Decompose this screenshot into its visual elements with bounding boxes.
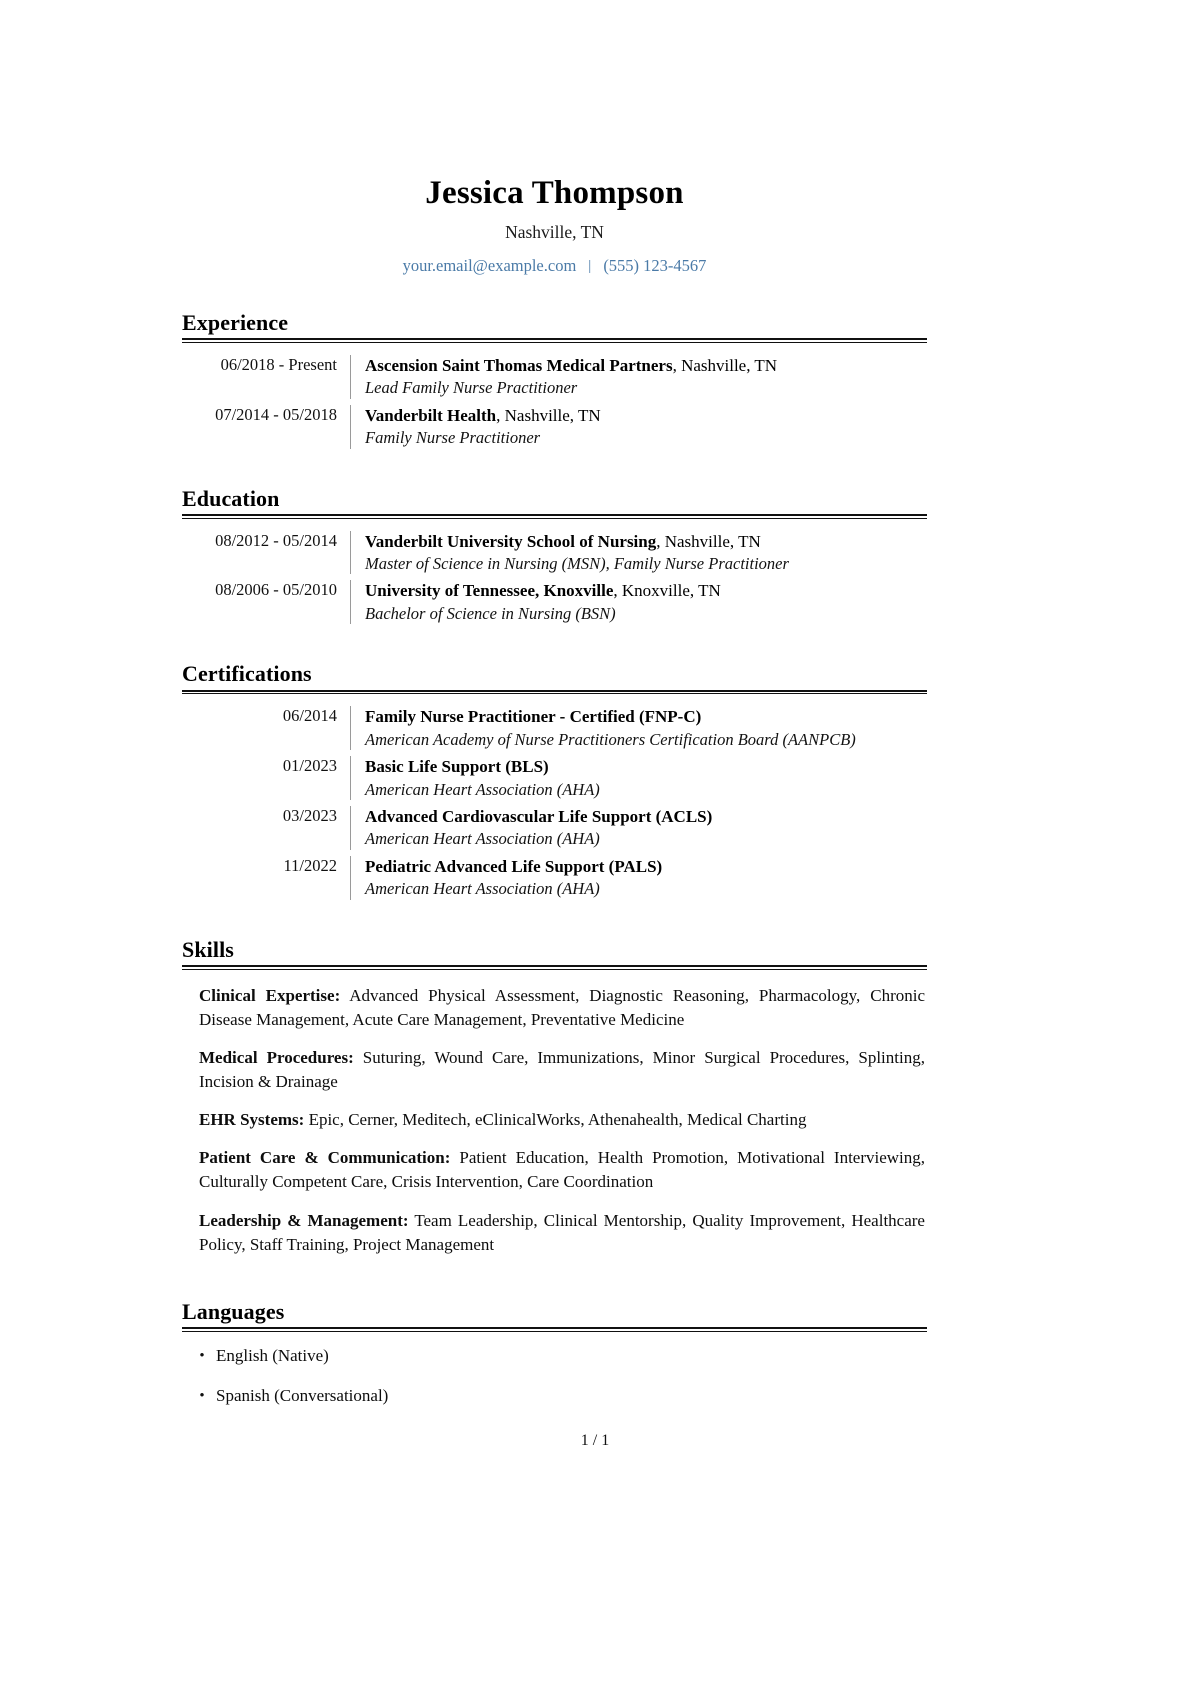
entry-credential: Family Nurse Practitioner - Certified (FNP-C) xyxy=(365,707,702,727)
language-name: English (Native) xyxy=(216,1345,329,1365)
section-education xyxy=(182,486,927,628)
entry-location: , Nashville, TN xyxy=(496,405,601,425)
section-certifications xyxy=(182,661,927,902)
entry-heading xyxy=(365,530,927,553)
skill-category-label: Patient Care & Communication: xyxy=(199,1148,451,1168)
skill-group xyxy=(182,1146,927,1194)
section-experience xyxy=(182,310,927,452)
contact-separator: | xyxy=(588,257,592,274)
entry-row xyxy=(182,803,927,853)
entry-body xyxy=(351,703,927,753)
skill-items: Epic, Cerner, Meditech, eClinicalWorks, Athenahealth, Medical Charting xyxy=(308,1110,807,1130)
language-name: Spanish (Conversational) xyxy=(216,1385,389,1405)
entry-organization: Vanderbilt University School of Nursing xyxy=(365,531,657,551)
skill-category-label: Medical Procedures: xyxy=(199,1047,354,1067)
page-footer xyxy=(0,1432,1190,1450)
entry-date: 01/2023 xyxy=(282,756,337,776)
entry-heading xyxy=(365,705,927,728)
section-divider xyxy=(182,690,927,695)
section-divider xyxy=(182,514,927,519)
bullet-icon: • xyxy=(199,1387,205,1404)
entry-organization: Ascension Saint Thomas Medical Partners xyxy=(365,355,673,375)
entry-issuer: American Heart Association (AHA) xyxy=(365,829,600,849)
entry-role: Master of Science in Nursing (MSN), Family Nurse Practitioner xyxy=(365,553,789,573)
entry-body xyxy=(351,528,927,578)
page-number: 1 / 1 xyxy=(580,1432,610,1449)
skill-group xyxy=(182,1209,927,1257)
experience-entry-list xyxy=(182,352,927,452)
entry-heading xyxy=(365,755,927,778)
skill-category-label: Leadership & Management: xyxy=(199,1210,409,1230)
skill-group xyxy=(182,1108,927,1132)
entry-body xyxy=(351,803,927,853)
entry-row xyxy=(182,352,927,402)
list-item xyxy=(188,1344,927,1368)
skill-items: Patient Education, Health Promotion, Motivational Interviewing, Culturally Competent Care, Crisis Intervention, Care Coordination xyxy=(199,1148,926,1192)
section-title-experience: Experience xyxy=(182,309,289,335)
entry-role: Family Nurse Practitioner xyxy=(365,428,541,448)
languages-list xyxy=(182,1344,927,1408)
entry-date: 07/2014 - 05/2018 xyxy=(215,404,337,424)
entry-body xyxy=(351,853,927,903)
section-divider xyxy=(182,1327,927,1332)
skill-category-label: Clinical Expertise: xyxy=(199,985,341,1005)
entry-date: 06/2018 - Present xyxy=(220,354,337,374)
entry-issuer: American Heart Association (AHA) xyxy=(365,779,600,799)
entry-location: , Nashville, TN xyxy=(656,531,761,551)
entry-row xyxy=(182,577,927,627)
entry-date: 06/2014 xyxy=(282,706,337,726)
entry-issuer: American Academy of Nurse Practitioners Certification Board (AANPCB) xyxy=(365,729,856,749)
entry-location: , Nashville, TN xyxy=(672,355,778,375)
entry-row xyxy=(182,853,927,903)
skills-list xyxy=(182,984,927,1257)
entry-location: , Knoxville, TN xyxy=(613,581,721,601)
entry-credential: Advanced Cardiovascular Life Support (ACLS) xyxy=(365,806,713,826)
entry-date: 11/2022 xyxy=(283,855,337,875)
entry-organization: Vanderbilt Health xyxy=(365,405,497,425)
resume-content xyxy=(182,0,927,1424)
section-title-certifications: Certifications xyxy=(182,661,312,687)
skill-items: Team Leadership, Clinical Mentorship, Quality Improvement, Healthcare Policy, Staff Training, Project Management xyxy=(199,1210,925,1254)
section-languages xyxy=(182,1299,927,1408)
skill-group xyxy=(182,1046,927,1094)
section-divider xyxy=(182,965,927,970)
certifications-entry-list xyxy=(182,703,927,903)
education-entry-list xyxy=(182,528,927,628)
entry-issuer: American Heart Association (AHA) xyxy=(365,879,600,899)
entry-heading xyxy=(365,579,927,602)
skill-items: Advanced Physical Assessment, Diagnostic Reasoning, Pharmacology, Chronic Disease Management, Acute Care Management, Preventative Medicine xyxy=(199,985,925,1029)
entry-role: Bachelor of Science in Nursing (BSN) xyxy=(365,603,616,623)
entry-heading xyxy=(365,805,927,828)
entry-row xyxy=(182,753,927,803)
page-title: Jessica Thompson xyxy=(425,175,684,211)
header-location: Nashville, TN xyxy=(505,221,604,242)
entry-heading xyxy=(365,404,927,427)
section-title-languages: Languages xyxy=(182,1298,285,1324)
entry-date: 08/2012 - 05/2014 xyxy=(215,530,337,550)
entry-body xyxy=(351,753,927,803)
entry-organization: University of Tennessee, Knoxville xyxy=(365,581,614,601)
section-skills xyxy=(182,937,927,1257)
skill-category-label: EHR Systems: xyxy=(199,1110,305,1130)
entry-row xyxy=(182,402,927,452)
entry-heading xyxy=(365,354,927,377)
section-divider xyxy=(182,338,927,343)
entry-date: 08/2006 - 05/2010 xyxy=(215,580,337,600)
entry-date: 03/2023 xyxy=(282,805,337,825)
section-title-skills: Skills xyxy=(182,936,234,962)
skill-items: Suturing, Wound Care, Immunizations, Minor Surgical Procedures, Splinting, Incision & Drainage xyxy=(199,1047,925,1092)
entry-row xyxy=(182,703,927,753)
entry-row xyxy=(182,528,927,578)
section-title-education: Education xyxy=(182,485,280,511)
bullet-icon: • xyxy=(199,1347,205,1364)
entry-body xyxy=(351,577,927,627)
entry-heading xyxy=(365,855,927,878)
entry-body xyxy=(351,352,927,402)
resume-header xyxy=(182,175,927,276)
email-link[interactable]: your.email@example.com xyxy=(402,255,577,275)
header-contact-line xyxy=(182,256,927,276)
entry-body xyxy=(351,402,927,452)
entry-role: Lead Family Nurse Practitioner xyxy=(365,378,578,398)
skill-group xyxy=(182,984,927,1032)
list-item xyxy=(188,1384,927,1408)
entry-credential: Pediatric Advanced Life Support (PALS) xyxy=(365,856,663,876)
phone-link[interactable]: (555) 123-4567 xyxy=(603,255,707,275)
entry-credential: Basic Life Support (BLS) xyxy=(365,757,549,777)
